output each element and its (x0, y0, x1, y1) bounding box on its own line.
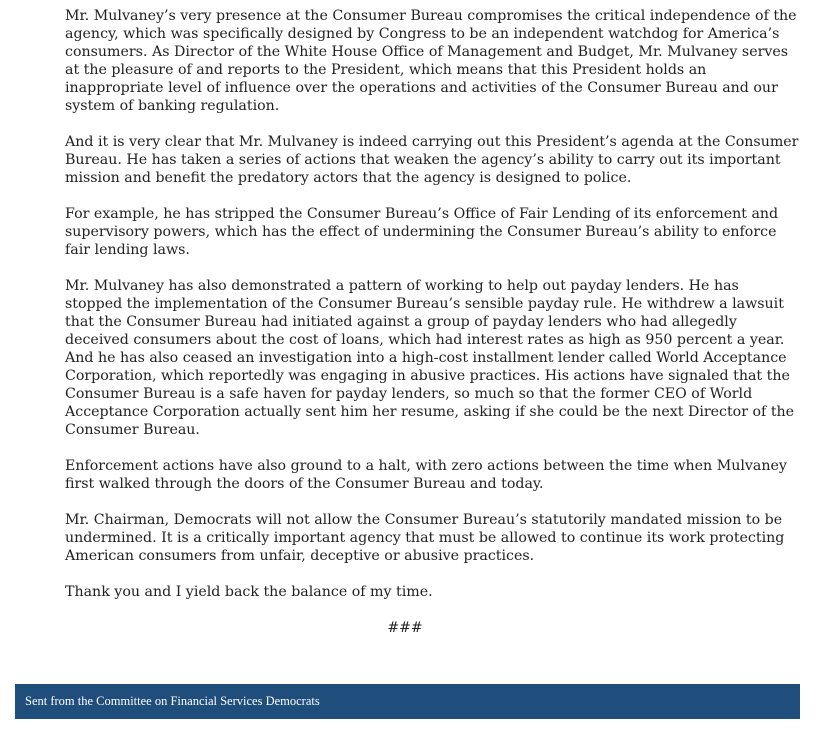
email-body (65, 7, 800, 637)
paragraph-fair-lending: For example, he has stripped the Consumer Bureau’s Office of Fair Lending of its enforcement and supervisory powers, which has the effect of undermining the Consumer Bureau’s ability to enforce fair lending laws. (65, 206, 779, 258)
paragraph-thank-you: Thank you and I yield back the balance of my time. (65, 584, 433, 600)
paragraph-enforcement: Enforcement actions have also ground to a halt, with zero actions between the time when Mulvaney first walked through the doors of the Consumer Bureau and today. (65, 458, 787, 492)
closing-mark: ### (387, 620, 423, 636)
paragraph-independence: Mr. Mulvaney’s very presence at the Consumer Bureau compromises the critical independence of the agency, which was specifically designed by Congress to be an independent watchdog for America’s consumers. As Director of the White House Office of Management and Budget, Mr. Mulvaney serves at the pleasure of and reports to the President, which means that this President holds an inappropriate level of influence over the operations and activities of the Consumer Bureau and our system of banking regulation. (65, 8, 797, 114)
paragraph-chairman: Mr. Chairman, Democrats will not allow the Consumer Bureau’s statutorily mandated mission to be undermined. It is a critically important agency that must be allowed to continue its work protecting American consumers from unfair, deceptive or abusive practices. (65, 512, 785, 564)
footer-banner (15, 684, 800, 719)
paragraph-payday-lenders: Mr. Mulvaney has also demonstrated a pattern of working to help out payday lenders. He has stopped the implementation of the Consumer Bureau’s sensible payday rule. He withdrew a lawsuit that the Consumer Bureau had initiated against a group of payday lenders who had allegedly deceived consumers about the cost of loans, which had interest rates as high as 950 percent a year. And he has also ceased an investigation into a high-cost installment lender called World Acceptance Corporation, which reportedly was engaging in abusive practices. His actions have signaled that the Consumer Bureau is a safe haven for payday lenders, so much so that the former CEO of World Acceptance Corporation actually sent him her resume, asking if she could be the next Director of the Consumer Bureau. (65, 278, 795, 438)
paragraph-agenda: And it is very clear that Mr. Mulvaney is indeed carrying out this President’s agenda at the Consumer Bureau. He has taken a series of actions that weaken the agency’s ability to carry out its important mission and benefit the predatory actors that the agency is designed to police. (65, 134, 799, 186)
footer-text: Sent from the Committee on Financial Services Democrats (25, 694, 320, 708)
